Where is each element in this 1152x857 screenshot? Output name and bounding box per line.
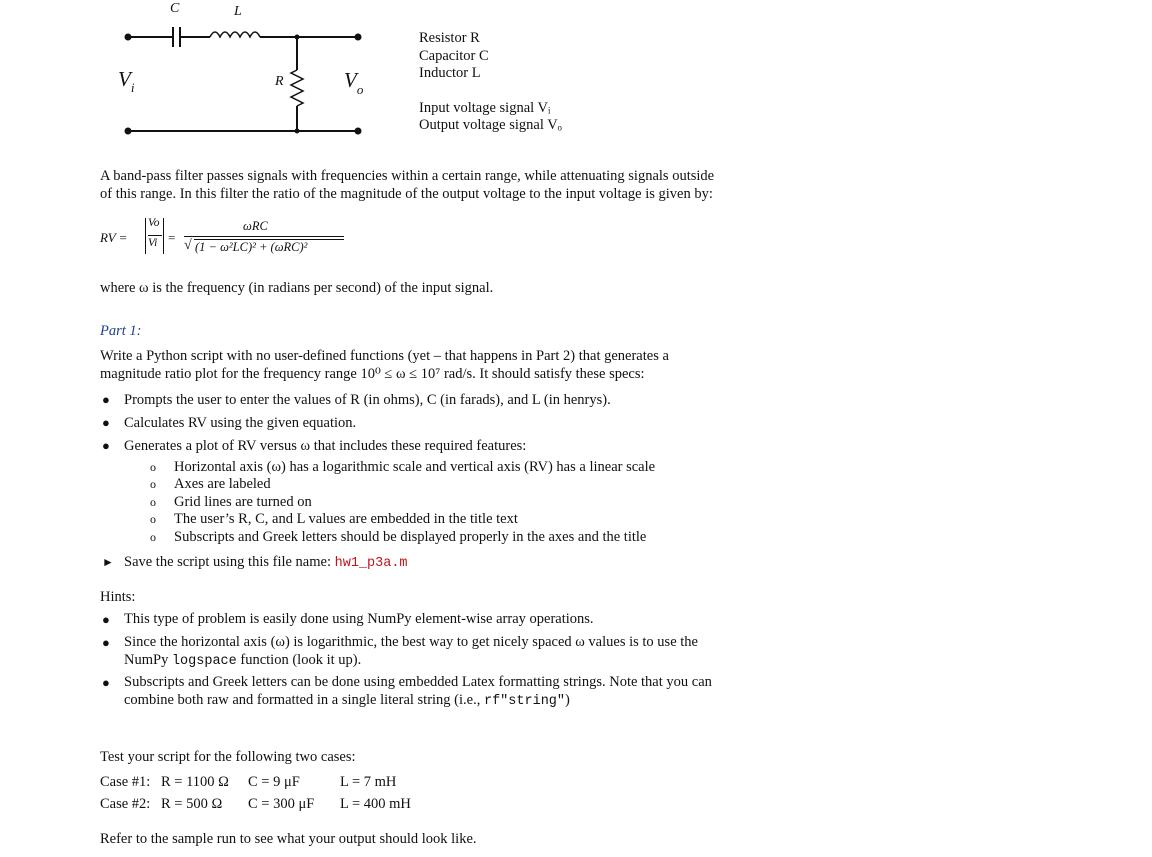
terminal-out-bottom bbox=[355, 128, 362, 135]
legend-output-signal: Output voltage signal Vₒ bbox=[419, 117, 562, 133]
bullet-icon: ● bbox=[102, 415, 110, 430]
part1-intro-line-2: magnitude ratio plot for the frequency range 10⁰ ≤ ω ≤ 10⁷ rad/s. It should satisfy these specs: bbox=[100, 366, 645, 382]
sub-spec-item: Horizontal axis (ω) has a logarithmic scale and vertical axis (RV) has a linear scale bbox=[174, 459, 656, 475]
abs-bar-right bbox=[163, 218, 166, 254]
sqrt-icon: √ bbox=[184, 238, 192, 253]
inductor-coil bbox=[210, 32, 260, 37]
circle-bullet-icon: o bbox=[150, 530, 156, 544]
part1-intro-line-1: Write a Python script with no user-defined functions (yet – that happens in Part 2) that generates a bbox=[100, 348, 669, 364]
rhs-numerator: ωRC bbox=[243, 219, 268, 233]
terminal-in-top bbox=[125, 34, 132, 41]
bullet-icon: ● bbox=[102, 675, 110, 690]
bullet-icon: ● bbox=[102, 612, 110, 627]
rhs-denominator: (1 − ω²LC)² + (ωRC)² bbox=[195, 240, 308, 254]
circuit-diagram bbox=[110, 0, 380, 145]
sub-spec-item: Subscripts and Greek letters should be displayed properly in the axes and the title bbox=[174, 529, 647, 545]
case1-c: C = 9 μF bbox=[248, 774, 300, 790]
bullet-icon: ● bbox=[102, 635, 110, 650]
case1-label: Case #1: bbox=[100, 774, 151, 790]
part1-heading: Part 1: bbox=[100, 323, 142, 339]
bullet-icon: ● bbox=[102, 438, 110, 453]
output-voltage-label: $V_o$ bbox=[344, 68, 364, 97]
intro-line-1: A band-pass filter passes signals with frequencies within a certain range, while attenuating signals outside bbox=[100, 168, 715, 184]
case2-l: L = 400 mH bbox=[340, 796, 411, 812]
sub-spec-item: Axes are labeled bbox=[174, 476, 271, 492]
rf-string-code: rf"string" bbox=[483, 694, 565, 709]
footer-text: Refer to the sample run to see what your output should look like. bbox=[100, 831, 477, 847]
equals-sign: = bbox=[168, 230, 176, 245]
case2-c: C = 300 μF bbox=[248, 796, 315, 812]
hint-item-continued: NumPy logspace function (look it up). bbox=[124, 652, 362, 669]
case2-r: R = 500 Ω bbox=[161, 796, 223, 812]
case1-r: R = 1100 Ω bbox=[161, 774, 229, 790]
intro-line-2: of this range. In this filter the ratio of the magnitude of the output voltage to the input voltage is given by: bbox=[100, 186, 713, 202]
where-text: where ω is the frequency (in radians per second) of the input signal. bbox=[100, 280, 494, 296]
circle-bullet-icon: o bbox=[150, 477, 156, 491]
legend-capacitor: Capacitor C bbox=[419, 48, 489, 64]
legend-inductor: Inductor L bbox=[419, 65, 481, 81]
bullet-icon: ● bbox=[102, 392, 110, 407]
spec-item: Prompts the user to enter the values of R (in ohms), C (in farads), and L (in henrys). bbox=[124, 392, 611, 408]
hint-item: Since the horizontal axis (ω) is logarithmic, the best way to get nicely spaced ω values is to use the bbox=[124, 634, 698, 650]
input-voltage-label: $V_i$ bbox=[118, 67, 135, 95]
sub-spec-item: The user’s R, C, and L values are embedded in the title text bbox=[174, 511, 518, 527]
sub-spec-item: Grid lines are turned on bbox=[174, 494, 312, 510]
hints-heading: Hints: bbox=[100, 589, 136, 605]
case1-l: L = 7 mH bbox=[340, 774, 397, 790]
vo-fraction-numerator: Vo bbox=[148, 217, 160, 229]
resistor-label: R bbox=[275, 74, 284, 89]
equation-lhs: RV = bbox=[100, 230, 128, 245]
inductor-label: L bbox=[234, 4, 242, 19]
hint-item-continued: combine both raw and formatted in a single literal string (i.e., rf"string") bbox=[124, 692, 570, 709]
resistor-zigzag bbox=[291, 70, 303, 106]
vi-fraction-denominator: Vi bbox=[148, 237, 158, 249]
terminal-out-top bbox=[355, 34, 362, 41]
equation bbox=[100, 215, 360, 261]
terminal-in-bottom bbox=[125, 128, 132, 135]
junction-top bbox=[295, 35, 300, 40]
circle-bullet-icon: o bbox=[150, 460, 156, 474]
circle-bullet-icon: o bbox=[150, 512, 156, 526]
vo-fraction-bar bbox=[148, 235, 162, 236]
hint-item: This type of problem is easily done using NumPy element-wise array operations. bbox=[124, 611, 594, 627]
junction-bottom bbox=[295, 129, 300, 134]
save-filename: hw1_p3a.m bbox=[334, 556, 408, 571]
save-instruction: Save the script using this file name: hw1_p3a.m bbox=[124, 554, 408, 571]
circle-bullet-icon: o bbox=[150, 495, 156, 509]
capacitor-label: C bbox=[170, 1, 180, 16]
legend-input-signal: Input voltage signal Vᵢ bbox=[419, 100, 551, 116]
legend-resistor: Resistor R bbox=[419, 30, 480, 46]
case2-label: Case #2: bbox=[100, 796, 151, 812]
test-heading: Test your script for the following two cases: bbox=[100, 749, 356, 765]
arrow-bullet-icon: ► bbox=[102, 555, 114, 569]
spec-item: Calculates RV using the given equation. bbox=[124, 415, 357, 431]
logspace-code: logspace bbox=[171, 654, 237, 669]
hint-item: Subscripts and Greek letters can be done using embedded Latex formatting strings. Note that you can bbox=[124, 674, 712, 690]
rhs-fraction-bar bbox=[184, 236, 344, 237]
spec-item: Generates a plot of RV versus ω that includes these required features: bbox=[124, 438, 527, 454]
